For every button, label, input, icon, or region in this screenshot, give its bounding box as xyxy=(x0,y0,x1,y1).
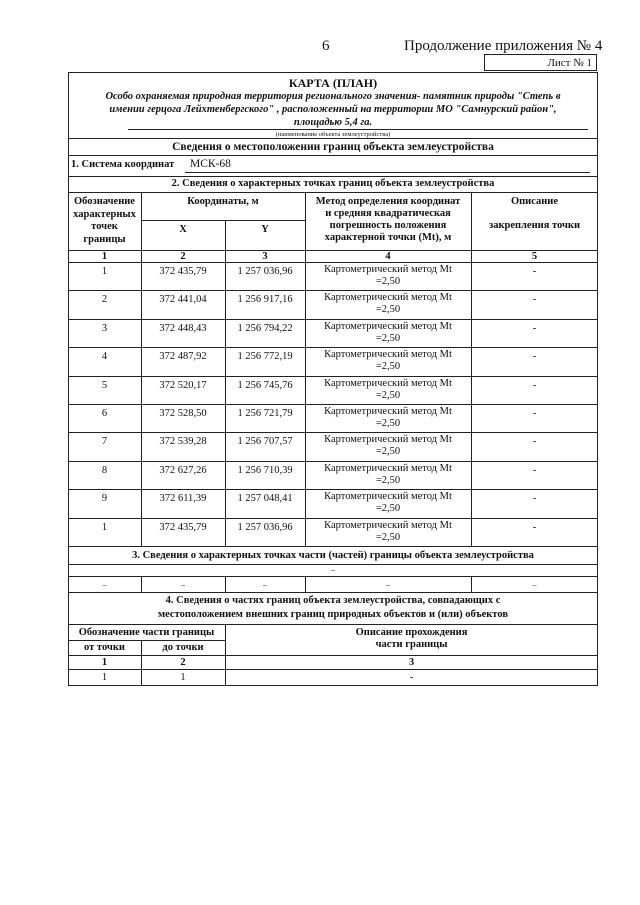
col-number: 4 xyxy=(385,251,391,262)
map-desc-line2: имении герцога Лейхтенбергского" , расположенный на территории МО "Самнурский район", xyxy=(109,104,557,115)
description-cell: - xyxy=(532,266,537,277)
header-part-designation: Обозначение части границы xyxy=(78,627,215,638)
x-coordinate-cell: 372 627,26 xyxy=(159,464,207,476)
x-coordinate-cell: 372 435,79 xyxy=(159,266,207,277)
y-coordinate-cell: 1 257 036,96 xyxy=(237,521,293,533)
col-number: 5 xyxy=(531,251,538,262)
method-cell: Картометрический метод Mt =2,50 xyxy=(324,491,452,515)
x-coordinate-cell: 372 487,92 xyxy=(159,351,207,363)
method-cell: Картометрический метод Mt =2,50 xyxy=(324,406,452,429)
coord-system-value: МСК-68 xyxy=(190,158,231,170)
dash-cell: – xyxy=(532,580,537,589)
x-coordinate-cell: 372 528,50 xyxy=(159,408,207,419)
header-coordinates: Координаты, м xyxy=(187,196,259,207)
points-section-title: 2. Сведения о характерных точках границ объекта землеустройства xyxy=(171,178,495,189)
row-divider xyxy=(68,489,598,490)
col-number: 2 xyxy=(180,657,186,668)
divider xyxy=(68,576,598,577)
y-coordinate-cell: 1 256 794,22 xyxy=(237,322,293,334)
x-coordinate-cell: 372 539,28 xyxy=(159,436,207,448)
header-to-point: до точки xyxy=(162,642,204,653)
point-id-cell: 8 xyxy=(101,464,108,476)
method-cell: Картометрический метод Mt =2,50 xyxy=(324,264,452,287)
appendix-title: Продолжение приложения № 4 xyxy=(404,38,603,54)
col-number: 3 xyxy=(408,657,415,668)
description-cell: - xyxy=(532,436,537,448)
method-cell: Картометрический метод Mt =2,50 xyxy=(324,519,452,543)
header-passage-description: Описание прохождения части границы xyxy=(355,627,468,650)
coincide-section-title-line1: 4. Сведения о частях границ объекта землеустройства, совпадающих с xyxy=(165,595,501,606)
y-coordinate-cell: 1 257 036,96 xyxy=(237,266,293,277)
dash-cell: – xyxy=(386,580,390,589)
header-y: Y xyxy=(261,224,269,235)
row-divider xyxy=(68,432,598,433)
page-number: 6 xyxy=(322,38,330,54)
method-cell: Картометрический метод Mt =2,50 xyxy=(324,377,452,401)
col-number: 1 xyxy=(101,657,108,668)
header-description: Описание закрепления точки xyxy=(488,196,581,231)
point-id-cell: 6 xyxy=(101,408,108,419)
map-title: КАРТА (ПЛАН) xyxy=(288,76,378,90)
passage-description-cell: - xyxy=(409,672,414,683)
parts-section-title: 3. Сведения о характерных точках части (частей) границы объекта землеустройства xyxy=(132,550,534,561)
x-coordinate-cell: 372 441,04 xyxy=(159,294,207,306)
x-coordinate-cell: 372 520,17 xyxy=(159,379,207,391)
coord-system-label: 1. Система координат xyxy=(71,159,175,170)
point-id-cell: 2 xyxy=(101,294,108,306)
header-from-point: от точки xyxy=(84,642,125,653)
header-method: Метод определения координат и средняя квадратическая погрешность положения характерной точки (Mt), м xyxy=(315,196,461,243)
description-cell: - xyxy=(532,379,537,391)
description-cell: - xyxy=(532,521,537,533)
divider xyxy=(68,192,598,193)
point-id-cell: 4 xyxy=(101,351,108,363)
row-divider xyxy=(68,290,598,291)
from-point-cell: 1 xyxy=(101,672,108,683)
dash-cell: – xyxy=(263,580,267,589)
y-coordinate-cell: 1 256 917,16 xyxy=(237,294,293,306)
point-id-cell: 1 xyxy=(101,266,108,277)
x-coordinate-cell: 372 611,39 xyxy=(159,493,207,505)
divider xyxy=(68,138,598,139)
y-coordinate-cell: 1 257 048,41 xyxy=(237,493,293,505)
section-title: Сведения о местоположении границ объекта землеустройства xyxy=(172,141,494,153)
method-cell: Картометрический метод Mt =2,50 xyxy=(324,292,452,316)
sheet-number: Лист № 1 xyxy=(484,54,597,71)
header-point-designation: Обозначение характерных точек границы xyxy=(73,196,136,245)
divider xyxy=(68,624,598,625)
to-point-cell: 1 xyxy=(180,672,186,683)
coord-underline xyxy=(185,172,590,173)
point-id-cell: 7 xyxy=(101,436,108,448)
header-x: X xyxy=(179,224,187,235)
method-cell: Картометрический метод Mt =2,50 xyxy=(324,434,452,458)
row-divider xyxy=(68,404,598,405)
col-number: 1 xyxy=(101,251,108,262)
col-number: 2 xyxy=(180,251,186,262)
coincide-section-title-line2: местоположением внешних границ природных объектов и (или) объектов xyxy=(157,609,508,620)
divider xyxy=(68,592,598,593)
y-coordinate-cell: 1 256 772,19 xyxy=(237,351,293,363)
x-coordinate-cell: 372 435,79 xyxy=(159,521,207,533)
point-id-cell: 9 xyxy=(101,493,108,505)
map-desc-line1: Особо охраняемая природная территория регионального значения- памятник природы "Степь в xyxy=(105,91,561,102)
divider xyxy=(68,176,598,177)
dash-cell: – xyxy=(102,580,107,589)
description-cell: - xyxy=(532,351,537,363)
row-divider xyxy=(68,546,598,547)
method-cell: Картометрический метод Mt =2,50 xyxy=(324,349,452,373)
point-id-cell: 1 xyxy=(101,521,108,533)
y-coordinate-cell: 1 256 721,79 xyxy=(237,408,293,419)
row-divider xyxy=(68,347,598,348)
description-cell: - xyxy=(532,493,537,505)
y-coordinate-cell: 1 256 710,39 xyxy=(237,464,293,476)
point-id-cell: 5 xyxy=(101,379,108,391)
method-cell: Картометрический метод Mt =2,50 xyxy=(324,462,452,486)
description-cell: - xyxy=(532,464,537,476)
parts-dash: – xyxy=(331,565,335,574)
description-cell: - xyxy=(532,322,537,334)
y-coordinate-cell: 1 256 745,76 xyxy=(237,379,293,391)
divider xyxy=(68,155,598,156)
y-coordinate-cell: 1 256 707,57 xyxy=(237,436,293,448)
x-coordinate-cell: 372 448,43 xyxy=(159,322,207,334)
point-id-cell: 3 xyxy=(101,322,108,334)
col-number: 3 xyxy=(262,251,268,262)
map-caption: (наименование объекта землеустройства) xyxy=(275,131,391,138)
map-desc-line3: площадью 5,4 га. xyxy=(293,117,373,128)
description-cell: - xyxy=(532,408,537,419)
dash-cell: – xyxy=(181,580,185,589)
method-cell: Картометрический метод Mt =2,50 xyxy=(324,320,452,344)
description-cell: - xyxy=(532,294,537,306)
